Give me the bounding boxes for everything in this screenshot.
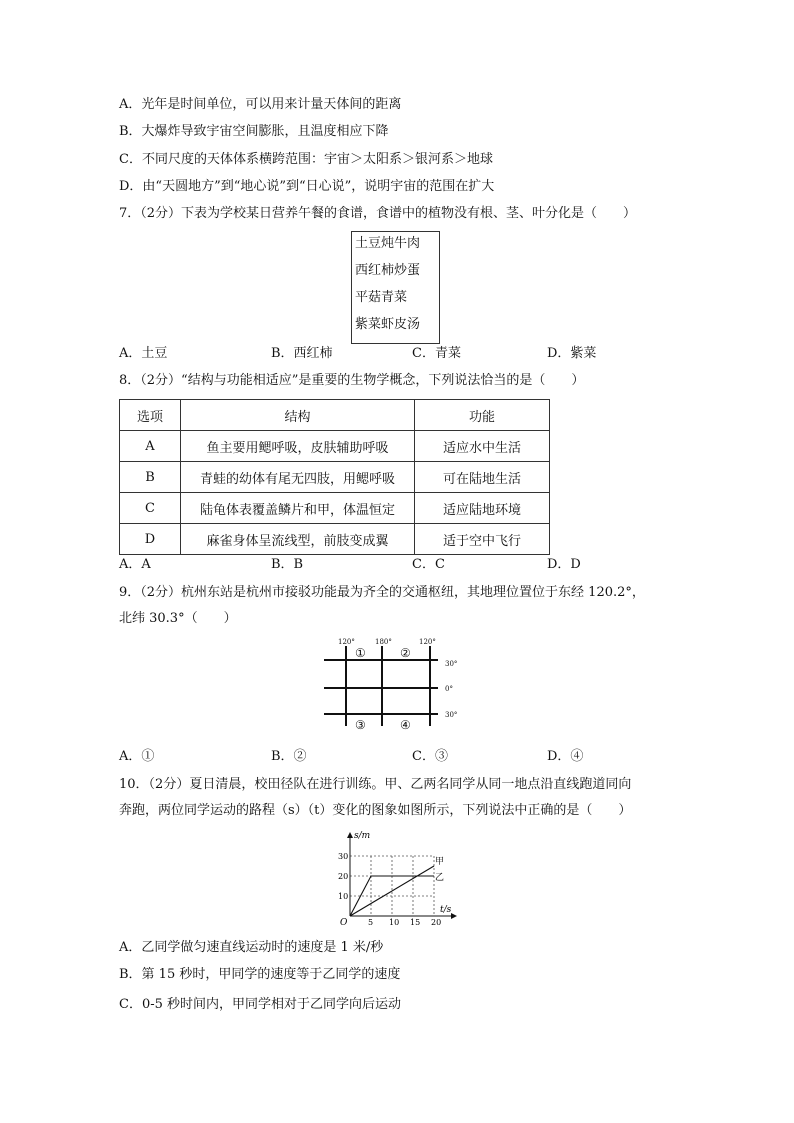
q8-option-d: D．D	[547, 557, 581, 572]
q6-option-b: B．大爆炸导致宇宙空间膨胀，且温度相应下降	[119, 124, 389, 139]
q9-option-b: B．②	[271, 749, 307, 764]
series-label: 乙	[435, 873, 445, 883]
table-cell: 青蛙的幼体有尾无四肢，用鳃呼吸	[181, 462, 415, 493]
zone-label: ①	[355, 646, 366, 660]
q8-table	[119, 399, 550, 555]
table-cell: 鱼主要用鳃呼吸，皮肤辅助呼吸	[181, 431, 415, 462]
q7-menu-box	[351, 231, 440, 344]
q8-options	[119, 556, 679, 574]
y-tick-label: 30	[338, 852, 349, 861]
menu-item: 西红柿炒蛋	[355, 263, 421, 278]
table-header: 功能	[415, 400, 550, 431]
table-cell: A	[120, 431, 181, 462]
q6-option-c: C．不同尺度的天体体系横跨范围：宇宙＞太阳系＞银河系＞地球	[119, 152, 493, 167]
q9-option-d: D．④	[547, 749, 584, 764]
q9-option-c: C．③	[412, 749, 448, 764]
series-label: 甲	[435, 857, 445, 867]
q9-lat-lon-grid	[318, 634, 468, 734]
table-header: 结构	[181, 400, 415, 431]
lon-label: 180°	[375, 638, 392, 646]
x-tick-label: 10	[389, 918, 400, 927]
y-tick-label: 10	[338, 892, 349, 901]
q8-option-b: B．B	[271, 557, 304, 572]
menu-item: 土豆炖牛肉	[355, 236, 421, 251]
x-axis-label: t/s	[440, 905, 452, 915]
zone-label: ②	[400, 646, 411, 660]
zone-label: ④	[400, 718, 411, 732]
table-header-row	[120, 400, 550, 431]
table-cell: 适应水中生活	[415, 431, 550, 462]
table-row	[120, 524, 550, 555]
x-axis-arrow	[451, 913, 457, 919]
q9-options	[119, 748, 679, 766]
q7-option-d: D．紫菜	[547, 346, 597, 361]
q7-options	[119, 345, 679, 363]
table-header: 选项	[120, 400, 181, 431]
menu-item: 紫菜虾皮汤	[355, 317, 421, 332]
table-row	[120, 431, 550, 462]
y-axis-label: s/m	[354, 831, 371, 841]
table-cell: 可在陆地生活	[415, 462, 550, 493]
q8-option-a: A．A	[119, 557, 151, 572]
q6-option-a: A．光年是时间单位，可以用来计量天体间的距离	[119, 97, 402, 112]
q8-option-c: C．C	[412, 557, 445, 572]
y-tick-label: 20	[338, 872, 349, 881]
table-cell: 麻雀身体呈流线型，前肢变成翼	[181, 524, 415, 555]
q6-option-d: D．由“天圆地方”到“地心说”到“日心说”，说明宇宙的范围在扩大	[119, 179, 495, 194]
q10-option-a: A．乙同学做匀速直线运动时的速度是 1 米/秒	[119, 940, 384, 955]
table-cell: 适于空中飞行	[415, 524, 550, 555]
lat-label: 30°	[445, 660, 458, 668]
q7-option-b: B．西红柿	[271, 346, 333, 361]
table-row	[120, 493, 550, 524]
q7-option-c: C．青菜	[412, 346, 461, 361]
x-tick-label: 5	[368, 918, 374, 927]
zone-label: ③	[355, 718, 366, 732]
q9-option-a: A．①	[119, 749, 155, 764]
q10-stem-line2: 奔跑，两位同学运动的路程（s）（t）变化的图象如图所示，下列说法中正确的是（ ）	[119, 803, 632, 818]
table-cell: C	[120, 493, 181, 524]
q10-option-c: C．0-5 秒时间内，甲同学相对于乙同学向后运动	[119, 997, 402, 1012]
q10-stem-line1: 10．（2分）夏日清晨，校田径队在进行训练。甲、乙两名同学从同一地点沿直线跑道同向	[119, 777, 632, 792]
menu-item: 平菇青菜	[355, 290, 408, 305]
q10-option-b: B．第 15 秒时，甲同学的速度等于乙同学的速度	[119, 967, 401, 982]
q10-st-chart	[330, 826, 460, 931]
q9-stem-line1: 9．（2分）杭州东站是杭州市接驳功能最为齐全的交通枢纽，其地理位置位于东经 120.2°，	[119, 585, 645, 600]
q8-stem: 8．（2分）“结构与功能相适应”是重要的生物学概念，下列说法恰当的是（ ）	[119, 373, 585, 388]
table-cell: 陆龟体表覆盖鳞片和甲，体温恒定	[181, 493, 415, 524]
lon-label: 120°	[419, 638, 436, 646]
q7-stem: 7．（2分）下表为学校某日营养午餐的食谱，食谱中的植物没有根、茎、叶分化是（ ）	[119, 206, 637, 221]
lat-label: 0°	[445, 685, 453, 693]
table-row	[120, 462, 550, 493]
table-cell: B	[120, 462, 181, 493]
q7-option-a: A．土豆	[119, 346, 168, 361]
table-cell: 适应陆地环境	[415, 493, 550, 524]
origin-label: O	[340, 918, 348, 928]
q9-stem-line2: 北纬 30.3°（ ）	[119, 611, 237, 626]
x-tick-label: 15	[410, 918, 421, 927]
y-axis-arrow	[347, 832, 353, 838]
lat-label: 30°	[445, 711, 458, 719]
lon-label: 120°	[338, 638, 355, 646]
x-tick-label: 20	[431, 918, 442, 927]
table-cell: D	[120, 524, 181, 555]
